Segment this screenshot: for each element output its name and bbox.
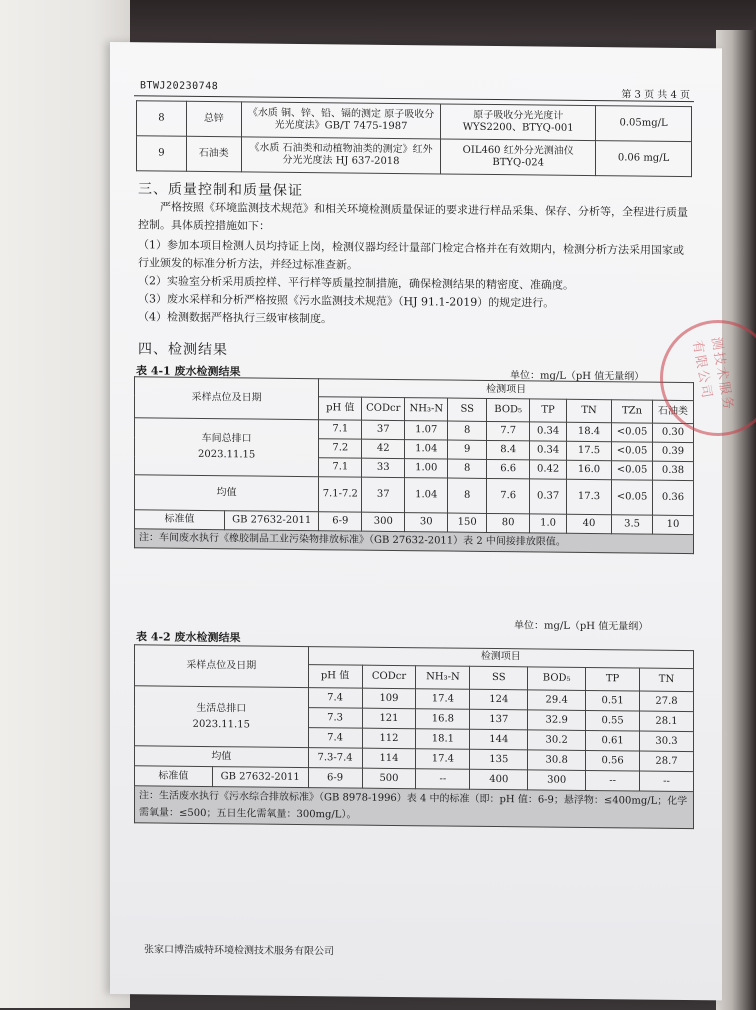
col-header: BOD₅ — [487, 399, 530, 422]
section-3-intro: 严格按照《环境监测技术规范》和相关环境检测质量保证的要求进行样品采集、保存、分析等，全程进行质量控制。具体质控措施如下： — [138, 200, 688, 233]
cell: 18.1 — [416, 729, 470, 750]
instrument-name: OIL460 红外分光测油仪 BTYQ-024 — [441, 139, 596, 176]
cell: <0.05 — [612, 423, 653, 442]
col-header: TN — [640, 668, 694, 692]
cell: -- — [586, 770, 640, 791]
cell: 0.56 — [586, 750, 640, 771]
qc-item-1: （1）参加本项目检测人员均持证上岗，检测仪器均经计量部门检定合格并在有效期内，检测分析方法采用国家或行业颁发的标准分析方法，并经过标准查新。 — [138, 238, 684, 272]
cell: 27.8 — [640, 691, 694, 712]
cell: 80 — [487, 513, 530, 532]
table-1-caption: 表 4-1 废水检测结果 — [136, 364, 241, 379]
table-1-note: 注：车间废水执行《橡胶制品工业污染物排放标准》（GB 27632-2011）表 2 中间接排放限值。 — [135, 529, 694, 554]
average-label: 均值 — [135, 746, 309, 768]
detection-limit: 0.05mg/L — [596, 106, 692, 142]
cell: 3.5 — [612, 515, 653, 534]
cell: 114 — [362, 748, 416, 769]
cell: 42 — [362, 439, 405, 458]
col-header: CODcr — [362, 397, 405, 420]
col-header: NH₃-N — [405, 398, 448, 421]
cell: 112 — [362, 728, 416, 749]
cell: 6-9 — [308, 768, 362, 789]
cell: 37 — [362, 420, 405, 439]
cell: 300 — [362, 512, 405, 531]
cell: 1.0 — [530, 514, 567, 533]
standard-label: 标准值 — [135, 510, 225, 530]
col-header: TP — [530, 399, 567, 422]
cell: <0.05 — [612, 480, 653, 515]
col-header: BOD₅ — [528, 666, 586, 690]
cell: 300 — [528, 770, 586, 791]
cell: 7.3-7.4 — [308, 748, 362, 769]
item-name: 石油类 — [186, 136, 241, 172]
average-label: 均值 — [135, 475, 319, 512]
cell: 0.51 — [586, 690, 640, 711]
cell: 16.8 — [416, 709, 470, 730]
col-items-header: 检测项目 — [308, 647, 693, 669]
detection-limit: 0.06 mg/L — [596, 141, 692, 177]
cell: 0.42 — [530, 460, 567, 479]
instrument-name: 原子吸收分光光度计 WYS2200、BTYQ-001 — [441, 104, 596, 141]
cell: 6-9 — [319, 512, 362, 531]
cell: 8.4 — [487, 440, 530, 459]
cell: 8 — [448, 459, 487, 478]
method-table — [136, 100, 692, 177]
col-header: TN — [567, 399, 612, 422]
table-2-note: 注：生活废水执行《污水综合排放标准》（GB 8978-1996）表 4 中的标准（即：pH 值：6-9；悬浮物：≤400mg/L；化学需氧量：≤500；五日生化需氧量：300mg/L）。 — [135, 786, 694, 829]
cell: 17.4 — [416, 689, 470, 710]
col-header: SS — [448, 398, 487, 421]
cell: 29.4 — [528, 690, 586, 711]
standard-code: GB 27632-2011 — [212, 767, 308, 788]
col-header: CODcr — [362, 665, 416, 689]
cell: 28.7 — [640, 751, 694, 772]
cell: 17.3 — [567, 479, 612, 514]
wastewater-table-1 — [134, 376, 694, 554]
cell: 30 — [405, 513, 448, 532]
cell: 40 — [567, 514, 612, 533]
sample-date: 2023.11.15 — [192, 718, 250, 730]
col-header: pH 值 — [308, 664, 362, 688]
cell: 37 — [362, 477, 405, 512]
cell: 124 — [470, 689, 528, 710]
item-name: 总锌 — [186, 101, 241, 137]
average-row — [135, 475, 694, 516]
qc-item-2: （2）实验室分析采用质控样、平行样等质量控制措施，确保检测结果的精密度、准确度。 — [138, 274, 574, 292]
standard-code: GB 27632-2011 — [225, 511, 319, 531]
cell: 1.00 — [405, 459, 448, 478]
col-point-header: 采样点位及日期 — [135, 645, 309, 688]
wastewater-table-2 — [134, 644, 694, 829]
sample-point-name: 车间总排口 — [201, 432, 252, 445]
cell: 18.4 — [567, 422, 612, 441]
cell: 7.4 — [308, 728, 362, 749]
cell: 1.07 — [405, 421, 448, 440]
page-content — [134, 78, 694, 958]
method-name: 《水质 石油类和动植物油类的测定》红外分光光度法 HJ 637-2018 — [241, 137, 441, 174]
sample-point-name: 生活总排口 — [196, 702, 247, 714]
col-header: 石油类 — [653, 400, 694, 423]
table-1-unit: 单位：mg/L（pH 值无量纲） — [510, 370, 645, 383]
seal-text: 测技术服务有限公司 — [689, 336, 736, 413]
cell: 0.37 — [530, 479, 567, 514]
col-header: NH₃-N — [416, 665, 470, 689]
row-number: 8 — [137, 101, 187, 137]
col-header: TP — [586, 667, 640, 691]
cell: 7.1 — [319, 458, 362, 477]
company-footer: 张家口博浩威特环境检测技术服务有限公司 — [144, 944, 334, 958]
row-number: 9 — [137, 136, 187, 172]
table-2-unit: 单位：mg/L（pH 值无量纲） — [514, 620, 649, 633]
cell: <0.05 — [612, 442, 653, 461]
cell: 0.36 — [653, 480, 694, 515]
cell: 7.4 — [308, 688, 362, 709]
cell: 30.3 — [640, 731, 694, 752]
cell: 0.34 — [530, 422, 567, 441]
col-items-header: 检测项目 — [319, 379, 694, 401]
cell: 7.2 — [319, 439, 362, 458]
sample-point — [135, 686, 309, 748]
cell: -- — [416, 769, 470, 790]
col-header: SS — [470, 666, 528, 690]
cell: 7.1 — [319, 420, 362, 439]
note-row — [135, 786, 694, 829]
cell: 17.4 — [416, 749, 470, 770]
col-header: TZn — [612, 400, 653, 423]
cell: 28.1 — [640, 711, 694, 732]
cell: 32.9 — [528, 710, 586, 731]
cell: <0.05 — [612, 461, 653, 480]
cell: 10 — [653, 515, 694, 534]
table-row — [137, 101, 692, 142]
page-number: 第 3 页 共 4 页 — [621, 89, 690, 102]
standard-label: 标准值 — [135, 766, 213, 787]
table-row — [137, 136, 692, 177]
cell: 0.38 — [653, 461, 694, 480]
col-point-header: 采样点位及日期 — [135, 377, 319, 420]
cell: 400 — [470, 769, 528, 790]
cell: 30.8 — [528, 750, 586, 771]
page-stack-edge — [716, 30, 756, 1010]
cell: 8 — [448, 478, 487, 513]
sample-date: 2023.11.15 — [198, 448, 256, 461]
cell: 137 — [470, 709, 528, 730]
cell: 9 — [448, 440, 487, 459]
doc-number: BTWJ20230748 — [140, 80, 219, 93]
table-2-caption: 表 4-2 废水检测结果 — [136, 630, 241, 645]
cell: 135 — [470, 749, 528, 770]
cell: 7.7 — [487, 421, 530, 440]
cell: 0.30 — [653, 423, 694, 442]
cell: 17.5 — [567, 441, 612, 460]
qc-item-4: （4）检测数据严格执行三级审核制度。 — [138, 310, 332, 326]
method-name: 《水质 铜、锌、铅、镉的测定 原子吸收分光光度法》GB/T 7475-1987 — [241, 102, 441, 139]
cell: 16.0 — [567, 460, 612, 479]
qc-item-3: （3）废水采样和分析严格按照《污水监测技术规范》（HJ 91.1-2019）的规定进行。 — [138, 292, 555, 310]
sample-point — [135, 418, 319, 477]
cell: 1.04 — [405, 478, 448, 513]
cell: 0.55 — [586, 710, 640, 731]
cell: 6.6 — [487, 459, 530, 478]
cell: 500 — [362, 768, 416, 789]
cell: 150 — [448, 513, 487, 532]
cell: 7.3 — [308, 708, 362, 729]
cell: 33 — [362, 458, 405, 477]
cell: 0.34 — [530, 441, 567, 460]
section-4-title: 四、检测结果 — [138, 341, 228, 359]
cell: 144 — [470, 729, 528, 750]
cell: 109 — [362, 688, 416, 709]
cell: 0.39 — [653, 442, 694, 461]
report-page — [110, 42, 722, 1000]
col-header: pH 值 — [319, 397, 362, 420]
cell: 7.1-7.2 — [319, 477, 362, 512]
cell: 1.04 — [405, 440, 448, 459]
cell: 8 — [448, 421, 487, 440]
cell: 7.6 — [487, 478, 530, 513]
cell: 30.2 — [528, 730, 586, 751]
cell: 121 — [362, 708, 416, 729]
cell: 0.61 — [586, 730, 640, 751]
section-3-title: 三、质量控制和质量保证 — [138, 181, 303, 200]
cell: -- — [640, 771, 694, 792]
